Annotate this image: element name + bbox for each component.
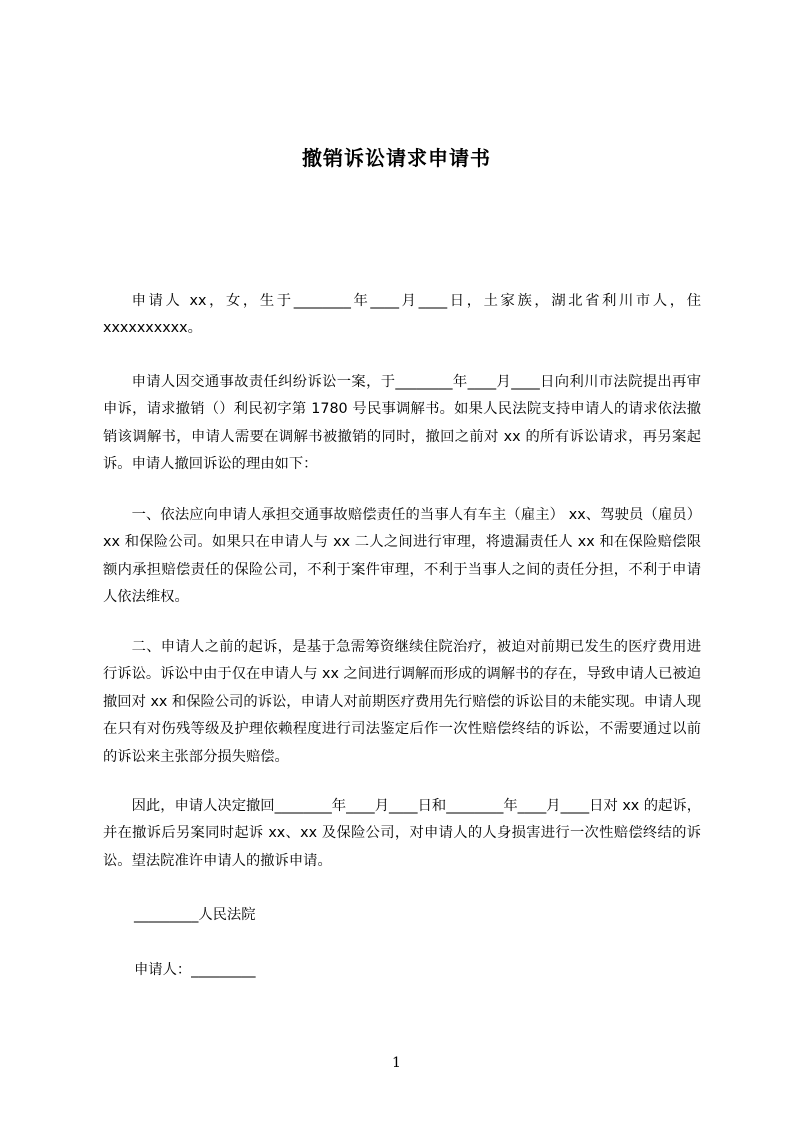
paragraph-conclusion xyxy=(103,793,701,875)
paragraph-text: 因此，申请人决定撤回________年____月____日和________年____月____日对 xx 的起诉，并在撤诉后另案同时起诉 xx、xx 及保险公司，对申请人的人身损害进行一次性赔偿终结的诉讼。望法院准许申请人的撤诉申请。 xyxy=(103,798,701,869)
document-title: 撤销诉讼请求申请书 xyxy=(302,146,491,170)
court-addressee: _________人民法院 xyxy=(134,907,256,923)
applicant-signature-line: 申请人：_________ xyxy=(134,962,256,978)
paragraph-reason-one xyxy=(103,502,701,612)
page-number: 1 xyxy=(392,1055,401,1071)
paragraph-applicant-info xyxy=(103,288,701,343)
paragraph-reason-two xyxy=(103,634,701,771)
paragraph-text: 二、申请人之前的起诉，是基于急需筹资继续住院治疗，被迫对前期已发生的医疗费用进行诉讼。诉讼中由于仅在申请人与 xx 之间进行调解而形成的调解书的存在，导致申请人已被迫撤回对 xx 和保险公司的诉讼，申请人对前期医疗费用先行赔偿的诉讼目的未能实现。申请人现在只有对伤残等级及护理依赖程度进行司法鉴定后作一次性赔偿终结的诉讼，不需要通过以前的诉讼来主张部分损失赔偿。 xyxy=(103,639,701,765)
paragraph-text: 一、依法应向申请人承担交通事故赔偿责任的当事人有车主（雇主） xx、驾驶员（雇员）xx 和保险公司。如果只在申请人与 xx 二人之间进行审理，将遗漏责任人 xx 和在保险赔偿限额内承担赔偿责任的保险公司，不利于案件审理，不利于当事人之间的责任分担，不利于申请人依法维权。 xyxy=(103,507,701,606)
paragraph-text: 申请人因交通事故责任纠纷诉讼一案，于________年____月____日向利川市法院提出再审申诉，请求撤销（）利民初字第 1780 号民事调解书。如果人民法院支持申请人的请求依法撤销该调解书，申请人需要在调解书被撤销的同时，撤回之前对 xx 的所有诉讼请求，再另案起诉。申请人撤回诉讼的理由如下： xyxy=(103,374,701,473)
paragraph-case-background xyxy=(103,369,701,479)
paragraph-text: 申请人 xx，女，生于________年____月____日，土家族，湖北省利川市人，住 xxxxxxxxxx。 xyxy=(103,293,701,337)
